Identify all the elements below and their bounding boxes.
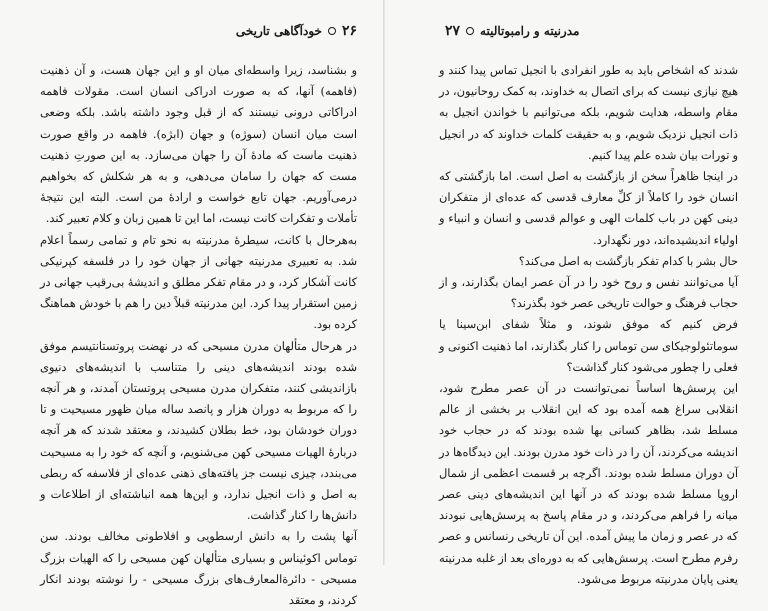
paragraph: فرض کنیم که موفق شوند، و مثلاً شفای ابن‌سینا یا سوماتئولوجیکای سن توماس را کنار بگذارند، اما ذهنیت اکنونی و فعلی را چطور می‌شود کنار گذاشت؟ xyxy=(439,317,738,374)
paragraph: و بشناسد، زیرا واسطه‌ای میان او و این جهان هست، و آن ذهنیت (فاهمه) آنها، که به صورت ادراکی انسان است. مقولات فاهمه ادراکاتی درونی نیستند که از قبل وجود داشته باشد. بلکه وضعی است میان انسان (سوژه) و جهان (ابژه). فاهمه در واقع صورت ذهنیت ماست که مادهٔ آن را جهان می‌سازد. به این صورتِ ذهنیت مست که جهان را سامان می‌دهی، و به هر شکلش که بخواهیم درمی‌آوریم. جهان تابع خواست و ارادهٔ من است. البته این نتیجهٔ تأملات و تفکرات کانت نیست، اما این تا همین زبان و کلام تعبیر کند. xyxy=(40,63,357,226)
right-page-header xyxy=(445,22,579,40)
right-page-number: ۲۷ xyxy=(445,23,461,39)
left-page-body xyxy=(40,60,357,611)
left-page-number: ۲۶ xyxy=(341,23,357,39)
right-page xyxy=(385,0,768,586)
left-page-header xyxy=(236,22,357,40)
left-running-title: خودآگاهی تاریخی xyxy=(235,24,322,38)
paragraph: آنها پشت را به دانش ارسطویی و افلاطونی مخالف بودند. سن توماس اکوئیناس و بسیاری متألهان کهن مسیحی را که الهیات بزرگ مسیحی - دائرة‌المعارف‌های بزرگ مسیحی - را نوشته بودند انکار کردند، و معتقد xyxy=(40,529,357,608)
circle-separator-icon xyxy=(466,27,474,35)
right-page-body xyxy=(439,60,738,590)
paragraph: به‌هرحال با کانت، سیطرهٔ مدرنیته به نحو تام و تمامی رسماً اعلام شد. به تعبیری مدرنیته جهانی از جهان خود را در فلسفه کپرنیکی کانت آشکار کرد، و در مقام تفکر مطلق و اندیشهٔ بی‌رقیب جهانی در زمین استقرار پیدا کرد. این مدرنیته قبلاً دین را هم با خودش هماهنگ کرده بود. xyxy=(40,232,357,332)
circle-separator-icon xyxy=(328,27,336,35)
paragraph: شدند که اشخاص باید به طور انفرادی با انجیل تماس پیدا کنند و هیچ نیازی نیست که برای اتصال به خداوند، به کمک روحانیون، در مقام واسطه، هدایت شویم، بلکه می‌توانیم با خواندن انجیل به ذات انجیل نزدیک شویم، و به حقیقت کلمات خداوند که در انجیل و تورات بیان شده علم پیدا کنیم. xyxy=(439,63,738,162)
paragraph: در اینجا ظاهراً سخن از بازگشت به اصل است. اما بازگشتی که انسان خود را کاملاً از کلِّ معارف قدسی که عده‌ای از متفکران دینی کهن در باب کلمات الهی و عوالم قدسی و انسان و انبیاء و اولیاء اندیشیده‌اند، دور نگهدارد. xyxy=(439,169,738,247)
paragraph: در هرحال متألهان مدرن مسیحی که در نهضت پروتستانتیسم موفق شده بودند اندیشه‌های دینی را متناسب با اندیشه‌های دنیوی بازاندیشی کنند، متفکران مدرن مسیحی پروتستان آمدند، و هر آنچه را که مربوط به دوران هزار و پانصد ساله میان ظهور مسیحیت و تا دوران خودشان بود، خط بطلان کشیدند، و معتقد شدند که هر آنچه دربارهٔ الهیات مسیحی کهن می‌شنویم، و آنچه که خود را به مسیحیت می‌بندد، چیزی نیست جز یافته‌های ذهنی عده‌ای از فلاسفه که ربطی به اصل و ذات انجیل ندارد، و این‌ها همه انباشته‌ای از اطلاعات و دانش‌ها را کنار گذاشت. xyxy=(40,338,357,523)
paragraph: حال بشر با کدام تفکر بازگشت به اصل می‌کند؟ xyxy=(518,253,738,268)
left-page xyxy=(0,0,383,608)
paragraph: این پرسش‌ها اساساً نمی‌توانست در آن عصر مطرح شود، انقلابی سراغ همه آمده بود که این انقلاب بر بخشی از عالم مسلط شد، بظاهر کسانی بها شده بودند که در حجاب خود اندیشه می‌کردند، آن را در ذات خود مدرن بودند. این دیدگاه‌ها در آن دوران مسلط شده بودند. اگرچه بر قسمت اعظمی از شمال اروپا مسلط شده بودند که در آنها این اندیشه‌های دینی عصر میانه را فراهم می‌کردند، و در مقام پاسخ به پرسش‌هایی نبودند که در عصر و زمان ما پیش آمده. این آن تاریخی رنسانس و عصر رفرم مطرح است. پرسش‌هایی که به دوره‌ای بعد از غلبه مدرنیته یعنی پایان مدرنیته مربوط می‌شود. xyxy=(439,381,738,586)
right-running-title: مدرنیته و رامبوتالیته xyxy=(480,24,580,38)
paragraph: آیا می‌توانند نفس و روح خود را در آن عصر ایمان بگذارند، و از حجاب فرهنگ و حوالت تاریخی عصر خود بگذرند؟ xyxy=(439,275,738,311)
